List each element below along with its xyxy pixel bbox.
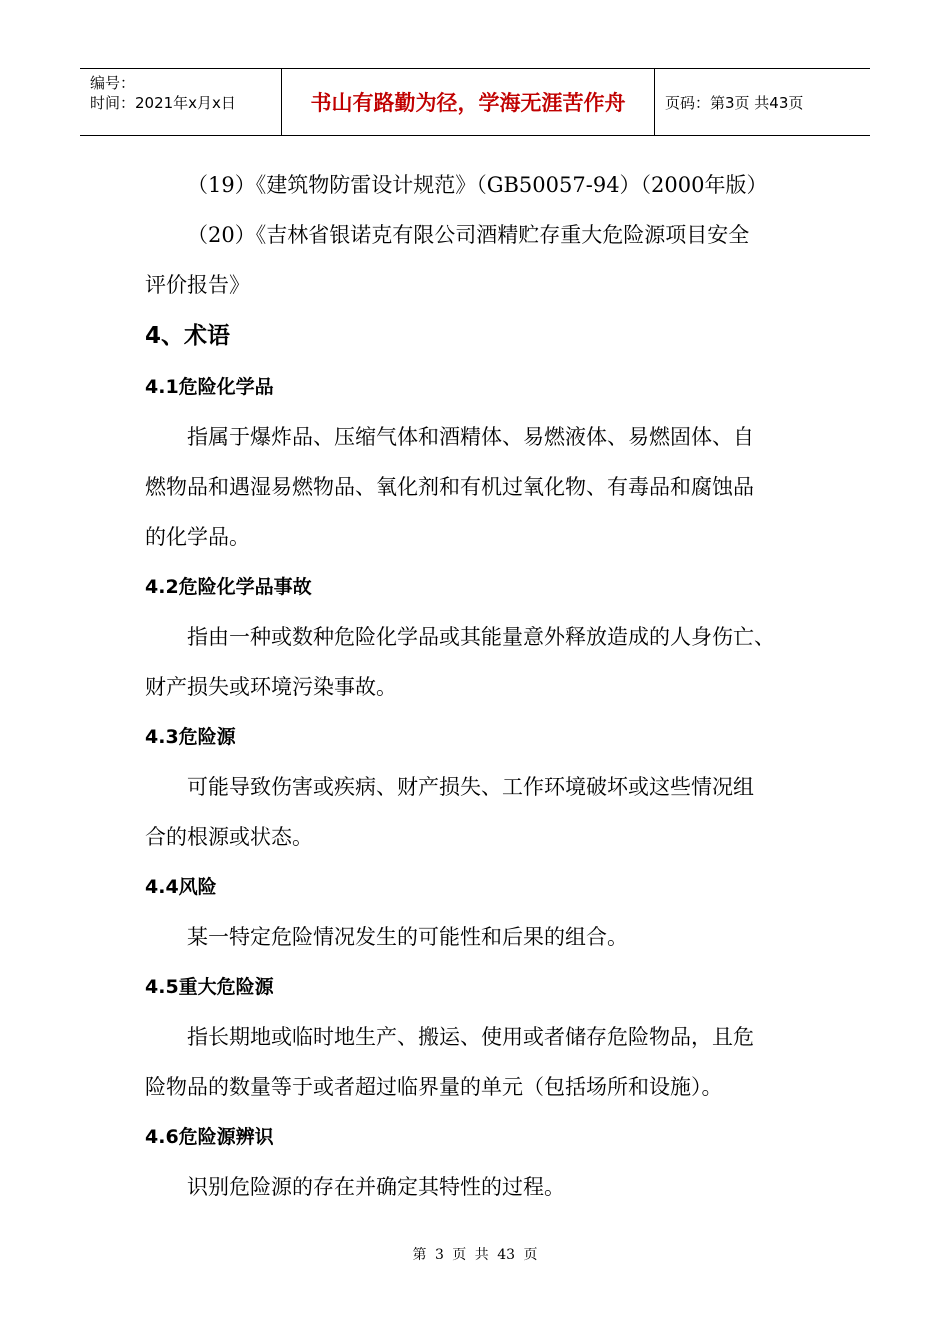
section-4-1-line: 的化学品。 bbox=[145, 525, 250, 549]
section-4-4-line: 某一特定危险情况发生的可能性和后果的组合。 bbox=[187, 925, 628, 949]
section-4-1-line: 燃物品和遇湿易燃物品、氧化剂和有机过氧化物、有毒品和腐蚀品 bbox=[145, 475, 754, 499]
section-4-3-title: 4.3危险源 bbox=[145, 726, 236, 748]
header-motto: 书山有路勤为径，学海无涯苦作舟 bbox=[282, 69, 655, 135]
header-number-label: 编号： bbox=[90, 74, 136, 92]
header-time-label: 时间：2021年x月x日 bbox=[90, 94, 236, 112]
section-4-4-title: 4.4风险 bbox=[145, 876, 217, 898]
section-4-2-title: 4.2危险化学品事故 bbox=[145, 576, 312, 598]
section-4-1-line: 指属于爆炸品、压缩气体和酒精体、易燃液体、易燃固体、自 bbox=[187, 425, 754, 449]
reference-20-line-1: （20）《吉林省银诺克有限公司酒精贮存重大危险源项目安全 bbox=[187, 223, 750, 247]
section-4-5-line: 指长期地或临时地生产、搬运、使用或者储存危险物品，且危 bbox=[187, 1025, 754, 1049]
section-4-6-title: 4.6危险源辨识 bbox=[145, 1126, 274, 1148]
section-4-1-title: 4.1危险化学品 bbox=[145, 376, 274, 398]
section-4-title: 4、术语 bbox=[145, 323, 231, 349]
section-4-6-line: 识别危险源的存在并确定其特性的过程。 bbox=[187, 1175, 565, 1199]
section-4-2-line: 指由一种或数种危险化学品或其能量意外释放造成的人身伤亡、 bbox=[187, 625, 775, 649]
document-body bbox=[145, 160, 825, 1212]
header-meta bbox=[80, 69, 282, 135]
section-4-5-title: 4.5重大危险源 bbox=[145, 976, 274, 998]
section-4-5-line: 险物品的数量等于或者超过临界量的单元（包括场所和设施）。 bbox=[145, 1075, 723, 1099]
section-4-3-line: 可能导致伤害或疾病、财产损失、工作环境破坏或这些情况组 bbox=[187, 775, 754, 799]
section-4-2-line: 财产损失或环境污染事故。 bbox=[145, 675, 397, 699]
header-page-info: 页码：第3页 共43页 bbox=[665, 93, 804, 112]
page-footer: 第 3 页 共 43 页 bbox=[412, 1247, 538, 1263]
page-header bbox=[80, 68, 870, 136]
section-4-3-line: 合的根源或状态。 bbox=[145, 825, 313, 849]
reference-20-line-2: 评价报告》 bbox=[145, 273, 250, 297]
reference-19: （19）《建筑物防雷设计规范》（GB50057-94）（2000年版） bbox=[187, 173, 768, 197]
